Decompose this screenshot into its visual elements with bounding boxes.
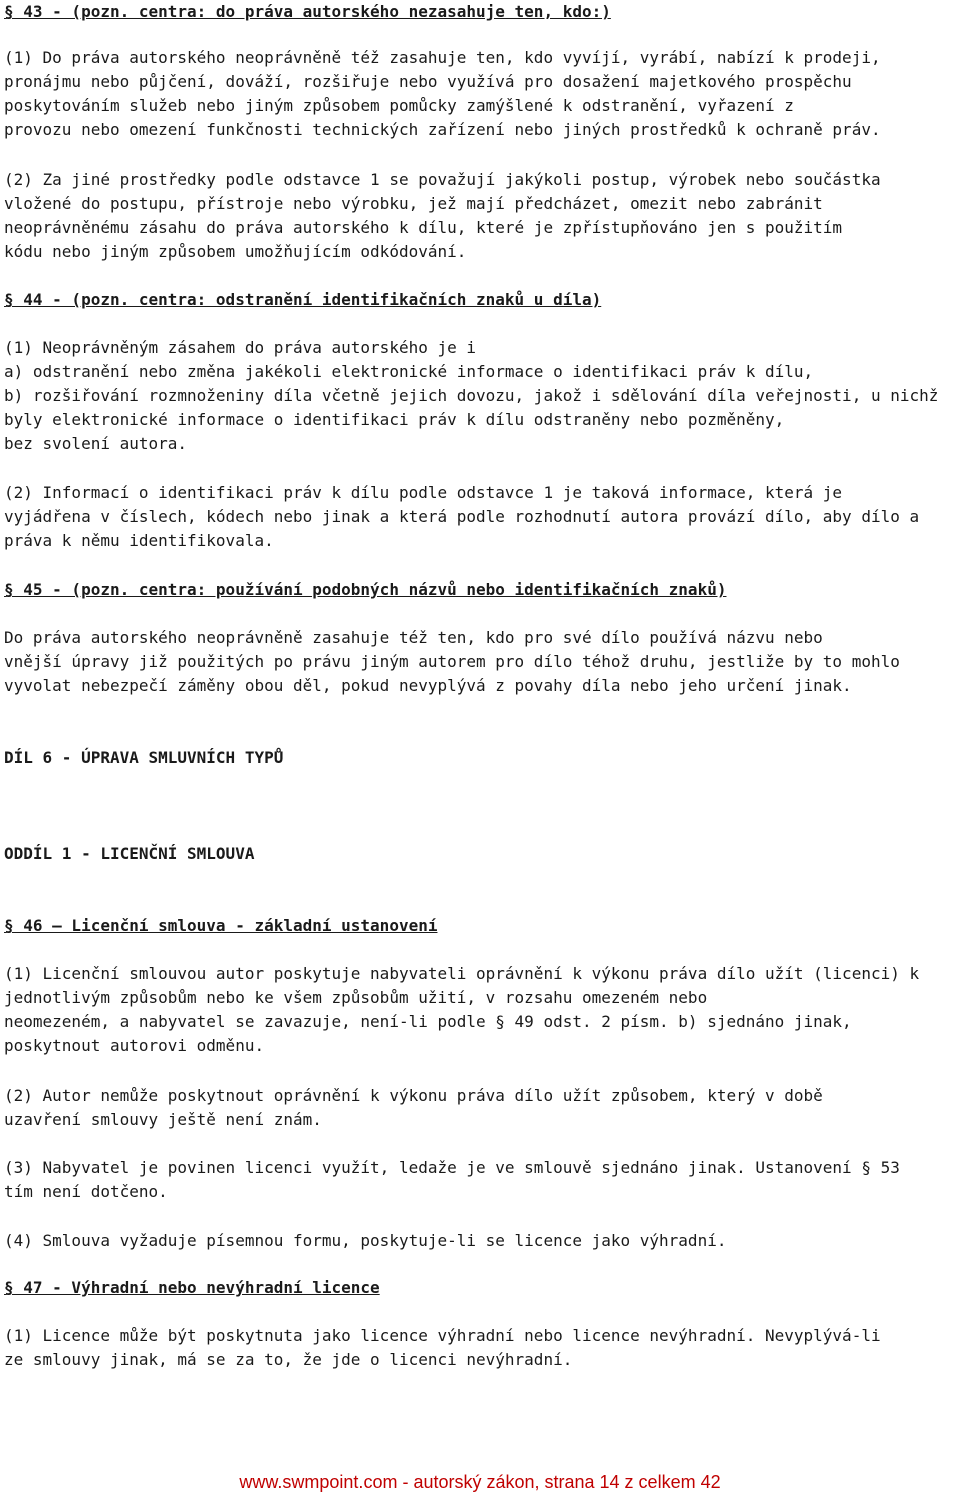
section-46-heading: § 46 — Licenční smlouva - základní ustanovení: [4, 916, 438, 935]
section-44-paragraph-2: [4, 481, 954, 553]
text-line: jednotlivým způsobům nebo ke všem způsobům užití, v rozsahu omezeném nebo: [4, 988, 708, 1007]
section-45-heading: § 45 - (pozn. centra: používání podobných názvů nebo identifikačních znaků): [4, 580, 727, 599]
text-line: (2) Autor nemůže poskytnout oprávnění k výkonu práva dílo užít způsobem, který v době: [4, 1086, 823, 1105]
text-line: byly elektronické informace o identifikaci práv k dílu odstraněny nebo pozměněny,: [4, 410, 785, 429]
text-line: Do práva autorského neoprávněně zasahuje též ten, kdo pro své dílo používá názvu nebo: [4, 628, 823, 647]
section-43-paragraph-2: [4, 168, 954, 264]
section-46-paragraph-1: [4, 962, 954, 1058]
text-line: (1) Licence může být poskytnuta jako licence výhradní nebo licence nevýhradní. Nevyplývá-li: [4, 1326, 881, 1345]
part-6-title: DÍL 6 - ÚPRAVA SMLUVNÍCH TYPŮ: [4, 748, 284, 767]
section-43-heading: § 43 - (pozn. centra: do práva autorského nezasahuje ten, kdo:): [4, 2, 611, 21]
text-line: vložené do postupu, přístroje nebo výrobku, jež mají předcházet, omezit nebo zabránit: [4, 194, 823, 213]
text-line: (1) Do práva autorského neoprávněně též zasahuje ten, kdo vyvíjí, vyrábí, nabízí k prodeji,: [4, 48, 881, 67]
section-47-paragraph-1: [4, 1324, 954, 1372]
division-1-title: ODDÍL 1 - LICENČNÍ SMLOUVA: [4, 844, 255, 863]
section-44-paragraph-1: [4, 336, 954, 456]
section-46-paragraph-2: [4, 1084, 954, 1132]
text-line: (1) Licenční smlouvou autor poskytuje nabyvateli oprávnění k výkonu práva dílo užít (licenci) k: [4, 964, 920, 983]
text-line: poskytováním služeb nebo jiným způsobem pomůcky zamýšlené k odstranění, vyřazení z: [4, 96, 794, 115]
text-line: vyvolat nebezpečí záměny obou děl, pokud nevyplývá z povahy díla nebo jeho určení jinak.: [4, 676, 852, 695]
text-line: neomezeném, a nabyvatel se zavazuje, není-li podle § 49 odst. 2 písm. b) sjednáno jinak,: [4, 1012, 852, 1031]
text-line: neoprávněnému zásahu do práva autorského k dílu, které je zpřístupňováno jen s použitím: [4, 218, 843, 237]
text-line: vnější úpravy již použitých po právu jiným autorem pro dílo téhož druhu, jestliže by to mohlo: [4, 652, 900, 671]
section-46-paragraph-3: [4, 1156, 954, 1204]
text-line: uzavření smlouvy ještě není znám.: [4, 1110, 322, 1129]
text-line: provozu nebo omezení funkčnosti technických zařízení nebo jiných prostředků k ochraně práv.: [4, 120, 881, 139]
text-line: ze smlouvy jinak, má se za to, že jde o licenci nevýhradní.: [4, 1350, 573, 1369]
text-line: bez svolení autora.: [4, 434, 188, 453]
text-line: (3) Nabyvatel je povinen licenci využít, ledaže je ve smlouvě sjednáno jinak. Ustanovení § 53: [4, 1158, 900, 1177]
text-line: práva k němu identifikovala.: [4, 531, 274, 550]
text-line: (2) Za jiné prostředky podle odstavce 1 se považují jakýkoli postup, výrobek nebo součástka: [4, 170, 881, 189]
section-44-heading: § 44 - (pozn. centra: odstranění identifikačních znaků u díla): [4, 290, 602, 309]
text-line: kódu nebo jiným způsobem umožňujícím odkódování.: [4, 242, 467, 261]
text-line: b) rozšiřování rozmnoženiny díla včetně jejich dovozu, jakož i sdělování díla veřejnosti, u nichž: [4, 386, 939, 405]
text-line: a) odstranění nebo změna jakékoli elektronické informace o identifikaci práv k dílu,: [4, 362, 814, 381]
text-line: pronájmu nebo půjčení, dováží, rozšiřuje nebo využívá pro dosažení majetkového prospěchu: [4, 72, 852, 91]
text-line: tím není dotčeno.: [4, 1182, 168, 1201]
section-43-paragraph-1: [4, 46, 954, 142]
section-46-paragraph-4: [4, 1229, 954, 1253]
page-footer: www.swmpoint.com - autorský zákon, strana 14 z celkem 42: [239, 1472, 721, 1492]
text-line: poskytnout autorovi odměnu.: [4, 1036, 265, 1055]
section-47-heading: § 47 - Výhradní nebo nevýhradní licence: [4, 1278, 380, 1297]
section-45-paragraph-1: [4, 626, 954, 698]
text-line: (2) Informací o identifikaci práv k dílu podle odstavce 1 je taková informace, která je: [4, 483, 843, 502]
text-line: vyjádřena v číslech, kódech nebo jinak a která podle rozhodnutí autora provází dílo, aby dílo a: [4, 507, 920, 526]
text-line: (1) Neoprávněným zásahem do práva autorského je i: [4, 338, 477, 357]
text-line: (4) Smlouva vyžaduje písemnou formu, poskytuje-li se licence jako výhradní.: [4, 1231, 727, 1250]
